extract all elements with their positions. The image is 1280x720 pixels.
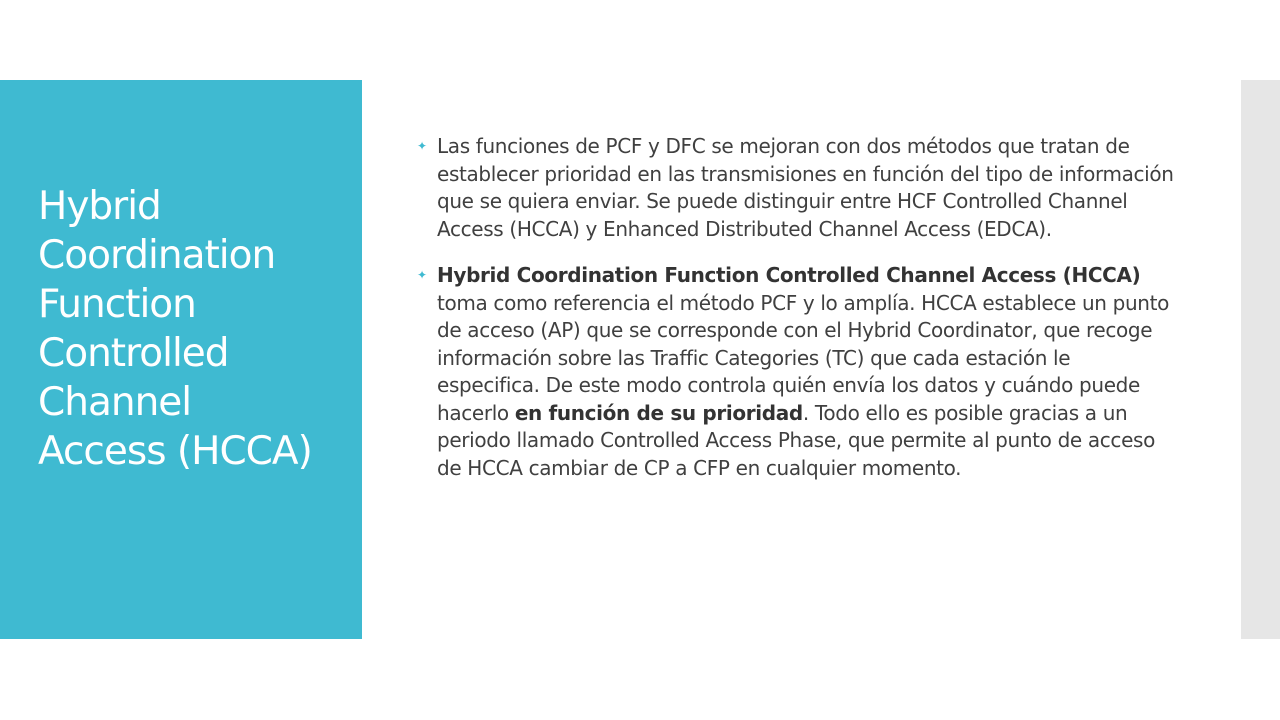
bullet-bold-lead: Hybrid Coordination Function Controlled Channel Access (HCCA) <box>437 263 1141 287</box>
bullet-bold-emphasis: en función de su prioridad <box>514 400 803 425</box>
bullet-text: . Todo ello es posible gracias a un periodo llamado Controlled Access Phase, que permite al punto de acceso de HCCA cambiar de CP a CFP en cualquier momento. <box>437 400 1155 480</box>
bullet-text: Las funciones de PCF y DFC se mejoran con dos métodos que tratan de establecer prioridad en las transmisiones en función del tipo de información que se quiera enviar. Se puede distinguir entre HCF Controlled Channel Access (HCCA) y Enhanced Distributed Channel Access (EDCA). <box>437 134 1174 241</box>
slide-title: Hybrid Coordination Function Controlled Channel Access (HCCA) <box>38 184 312 474</box>
bullet-item <box>415 262 1175 482</box>
bullet-item <box>415 133 1175 243</box>
content-body <box>415 133 1175 501</box>
bullet-text: toma como referencia el método PCF y lo amplía. HCCA establece un punto de acceso (AP) que se corresponde con el Hybrid Coordinator, que recoge información sobre las Traffic Categories (TC) que cada estación le especifica. De este modo controla quién envía los datos y cuándo puede hacerlo <box>437 290 1169 425</box>
diamond-bullet-icon: ✦ <box>417 268 427 282</box>
side-bar <box>1241 80 1280 639</box>
diamond-bullet-icon: ✦ <box>417 139 427 153</box>
